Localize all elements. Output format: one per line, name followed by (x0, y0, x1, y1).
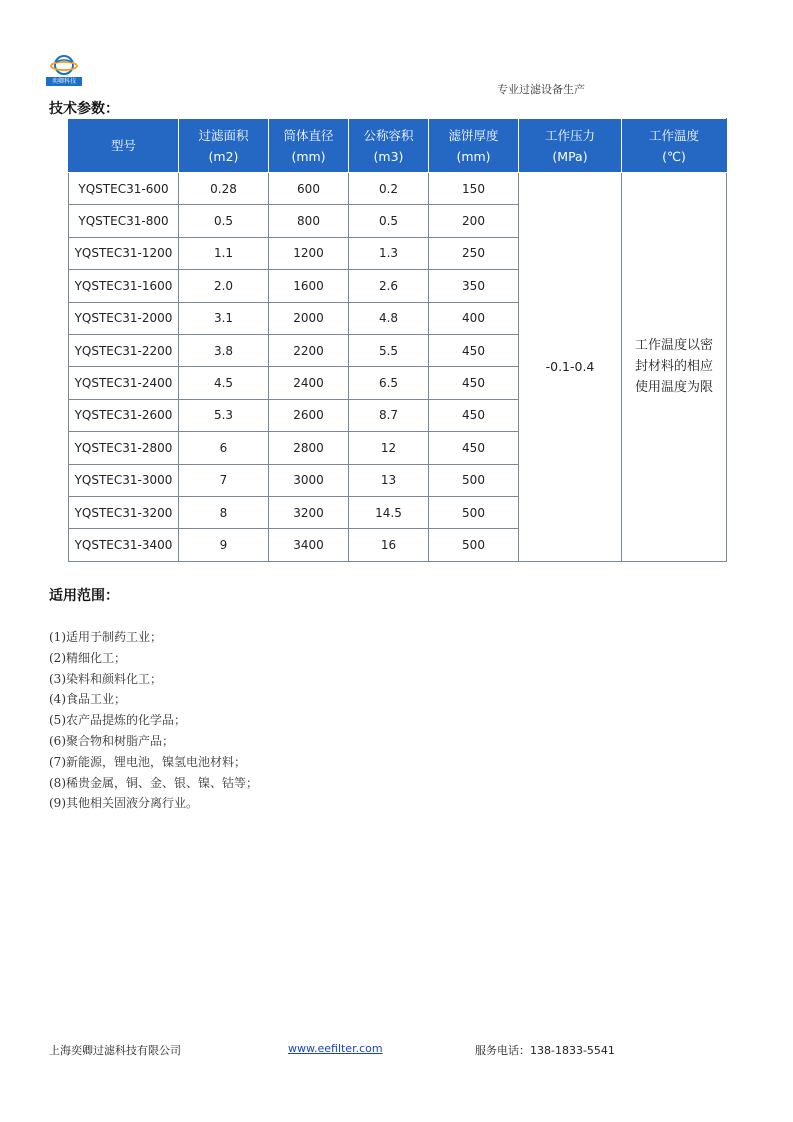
cell-diameter: 1600 (269, 270, 349, 302)
cell-area: 2.0 (179, 270, 269, 302)
column-header-label: 滤饼厚度 (448, 127, 499, 143)
cell-model: YQSTEC31-1200 (69, 237, 179, 269)
cell-model: YQSTEC31-3000 (69, 464, 179, 496)
column-header-unit: (m3) (373, 148, 404, 164)
scope-list (49, 627, 258, 814)
column-header-label: 工作压力 (544, 127, 595, 143)
footer-company: 上海奕卿过滤科技有限公司 (49, 1044, 181, 1057)
cell-volume: 1.3 (349, 237, 429, 269)
list-item: (8)稀贵金属，铜、金、银、镍、钴等； (49, 775, 258, 790)
cell-volume: 14.5 (349, 496, 429, 528)
cell-pressure: -0.1-0.4 (519, 173, 622, 562)
cell-diameter: 2600 (269, 399, 349, 431)
column-header (269, 119, 349, 173)
list-item: (5)农产品提炼的化学品； (49, 713, 186, 728)
cell-diameter: 3000 (269, 464, 349, 496)
cell-diameter: 3200 (269, 496, 349, 528)
cell-cake: 200 (429, 205, 519, 237)
cell-volume: 12 (349, 432, 429, 464)
header-slogan: 专业过滤设备生产 (497, 83, 585, 96)
globe-logo-icon (50, 54, 78, 76)
cell-area: 1.1 (179, 237, 269, 269)
cell-cake: 500 (429, 529, 519, 561)
cell-volume: 0.2 (349, 173, 429, 205)
cell-area: 3.1 (179, 302, 269, 334)
cell-cake: 400 (429, 302, 519, 334)
cell-diameter: 600 (269, 173, 349, 205)
cell-area: 8 (179, 496, 269, 528)
cell-area: 0.28 (179, 173, 269, 205)
cell-model: YQSTEC31-800 (69, 205, 179, 237)
column-header-label: 筒体直径 (283, 127, 334, 143)
cell-model: YQSTEC31-2200 (69, 334, 179, 366)
cell-volume: 2.6 (349, 270, 429, 302)
column-header-unit: (℃) (662, 148, 686, 164)
section-title-scope: 适用范围： (49, 588, 119, 604)
column-header (69, 119, 179, 173)
cell-model: YQSTEC31-2800 (69, 432, 179, 464)
section-title-params: 技术参数： (49, 101, 119, 117)
list-item: (1)适用于制药工业； (49, 630, 162, 644)
cell-cake: 250 (429, 237, 519, 269)
company-logo (46, 54, 82, 88)
cell-cake: 150 (429, 173, 519, 205)
cell-volume: 6.5 (349, 367, 429, 399)
column-header (349, 119, 429, 173)
cell-cake: 450 (429, 367, 519, 399)
column-header-label: 工作温度 (648, 127, 699, 143)
column-header-unit: (m2) (208, 148, 239, 164)
cell-cake: 350 (429, 270, 519, 302)
table-body (69, 173, 727, 562)
column-header-label: 过滤面积 (198, 127, 249, 143)
column-header (179, 119, 269, 173)
list-item: (3)染料和颜料化工； (49, 671, 162, 686)
cell-volume: 5.5 (349, 334, 429, 366)
column-header-unit: (MPa) (552, 148, 588, 164)
cell-diameter: 2000 (269, 302, 349, 334)
cell-area: 5.3 (179, 399, 269, 431)
column-header (519, 119, 622, 173)
cell-area: 6 (179, 432, 269, 464)
cell-model: YQSTEC31-3200 (69, 496, 179, 528)
cell-area: 0.5 (179, 205, 269, 237)
column-header (622, 119, 727, 173)
cell-area: 3.8 (179, 334, 269, 366)
cell-cake: 500 (429, 464, 519, 496)
cell-temperature: 工作温度以密封材料的相应使用温度为限 (622, 173, 727, 562)
cell-area: 9 (179, 529, 269, 561)
cell-diameter: 3400 (269, 529, 349, 561)
list-item: (6)聚合物和树脂产品； (49, 733, 174, 748)
column-header-unit: (mm) (291, 148, 326, 164)
website-link[interactable]: www.eefilter.com (288, 1042, 383, 1055)
footer-phone: 服务电话：138-1833-5541 (475, 1044, 615, 1057)
cell-cake: 450 (429, 432, 519, 464)
cell-model: YQSTEC31-2000 (69, 302, 179, 334)
list-item: (2)精细化工； (49, 650, 126, 665)
cell-model: YQSTEC31-2600 (69, 399, 179, 431)
table-row (69, 173, 727, 205)
cell-model: YQSTEC31-3400 (69, 529, 179, 561)
cell-volume: 13 (349, 464, 429, 496)
cell-volume: 0.5 (349, 205, 429, 237)
params-table (68, 118, 727, 562)
cell-diameter: 1200 (269, 237, 349, 269)
cell-volume: 16 (349, 529, 429, 561)
cell-area: 4.5 (179, 367, 269, 399)
column-header-label: 公称容积 (363, 127, 414, 143)
cell-model: YQSTEC31-1600 (69, 270, 179, 302)
cell-diameter: 800 (269, 205, 349, 237)
cell-diameter: 2800 (269, 432, 349, 464)
cell-cake: 500 (429, 496, 519, 528)
cell-model: YQSTEC31-600 (69, 173, 179, 205)
list-item: (4)食品工业； (49, 692, 126, 707)
list-item: (9)其他相关固液分离行业。 (49, 796, 198, 811)
cell-area: 7 (179, 464, 269, 496)
cell-diameter: 2200 (269, 334, 349, 366)
cell-cake: 450 (429, 334, 519, 366)
cell-diameter: 2400 (269, 367, 349, 399)
logo-text: 奕卿科技 (46, 77, 82, 86)
column-header (429, 119, 519, 173)
cell-cake: 450 (429, 399, 519, 431)
table-header-row (69, 119, 727, 173)
column-header-unit: (mm) (456, 148, 491, 164)
cell-volume: 4.8 (349, 302, 429, 334)
list-item: (7)新能源，锂电池，镍氢电池材料； (49, 754, 246, 769)
cell-model: YQSTEC31-2400 (69, 367, 179, 399)
cell-volume: 8.7 (349, 399, 429, 431)
column-header-label: 型号 (110, 138, 136, 153)
